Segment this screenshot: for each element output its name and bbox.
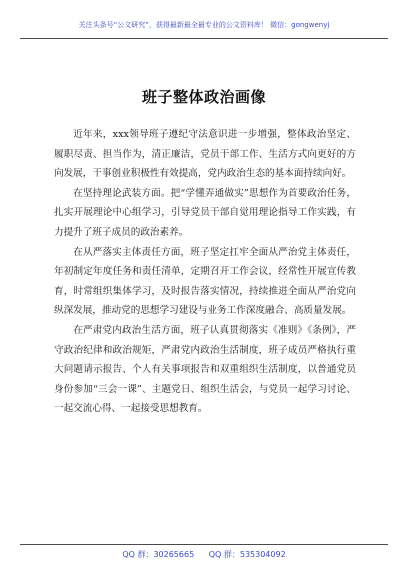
footer-qq-group-1: QQ 群：30265665 [122,550,195,559]
paragraph: 在坚持理论武装方面。把“学懂弄通做实”思想作为首要政治任务，扎实开展理论中心组学习，引导党员干部自觉用理论指导工作实践，有力提升了班子成员的政治素养。 [54,187,356,238]
page-title: 班子整体政治画像 [141,88,266,106]
header-banner [20,18,388,39]
paragraph: 在从严落实主体责任方面，班子坚定扛牢全面从严治党主体责任，年初制定年度任务和责任清单，定期召开工作会议，经常性开展宣传教育，时常组织集体学习，及时报告落实情况，持续推进全面从严治党向纵深发展，推动党的思想学习建设与业务工作深度融合、高质量发展。 [54,246,356,317]
footer-banner [20,544,388,565]
document-body [54,125,356,419]
paragraph: 在严肃党内政治生活方面，班子认真贯彻落实《准则》《条例》，严守政治纪律和政治规矩，严肃党内政治生活制度，班子成员严格执行重大问题请示报告、个人有关事项报告和双重组织生活制度，以普通党员身份参加“三会一课”、主题党日、组织生活会，与党员一起学习讨论、一起交流心得、一起接受思想教育。 [54,324,356,415]
footer-qq-group-2: QQ 群：535304092 [208,550,286,559]
paragraph: 近年来，xxx领导班子遵纪守法意识进一步增强，整体政治坚定、履职尽责、担当作为，清正廉洁，党员干部工作、生活方式向更好的方向发展，干事创业积极性有效提高，党内政治生态的基本面持续向好。 [54,129,356,180]
header-banner-text: 关注头条号“公文研究”，获得最新最全最专业的公文资料库！ 微信：gongwenyj [78,21,330,29]
